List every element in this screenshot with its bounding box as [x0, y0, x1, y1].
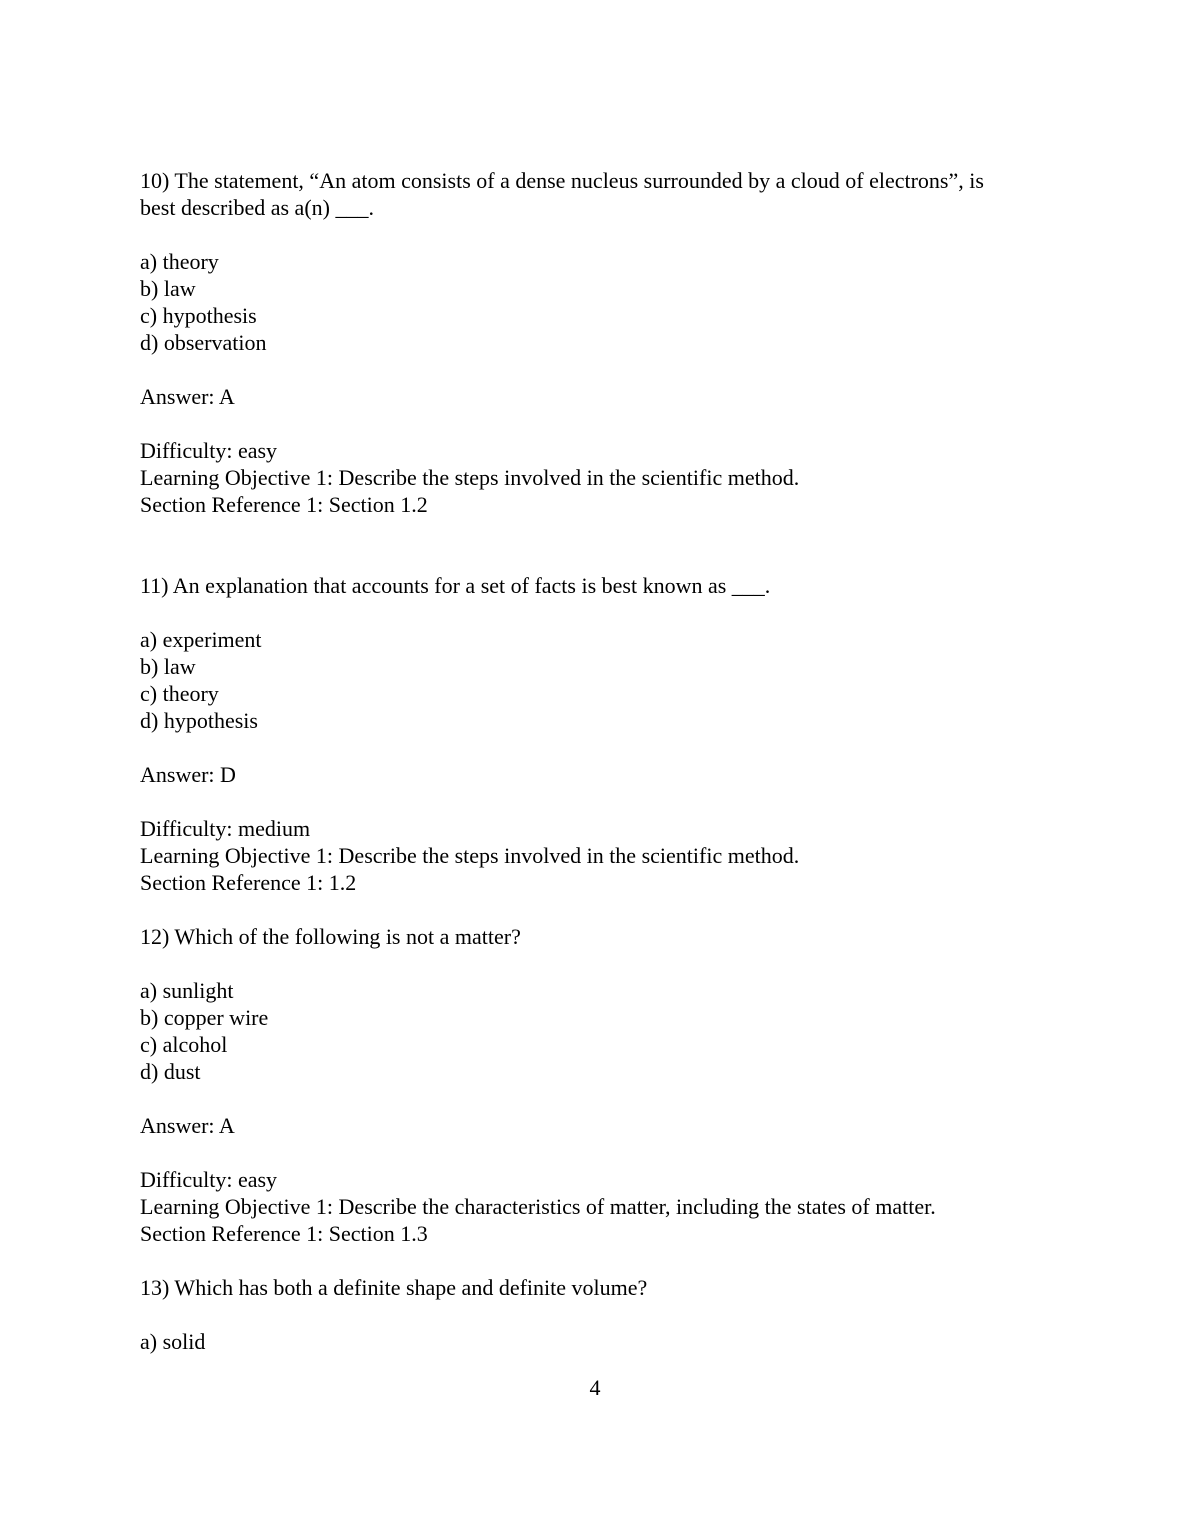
answer-option: c) hypothesis: [140, 303, 257, 328]
answer-option: d) hypothesis: [140, 708, 258, 733]
section-reference: Section Reference 1: Section 1.3: [140, 1221, 428, 1246]
answer-option: b) copper wire: [140, 1005, 269, 1030]
answer-option: c) alcohol: [140, 1032, 228, 1057]
answer-option: a) experiment: [140, 627, 262, 652]
question-stem: 10) The statement, “An atom consists of a dense nucleus surrounded by a cloud of electrons”, is: [140, 168, 984, 193]
answer-option: a) theory: [140, 249, 219, 274]
learning-objective: Learning Objective 1: Describe the steps involved in the scientific method.: [140, 843, 800, 868]
answer-option: a) sunlight: [140, 978, 234, 1003]
difficulty: Difficulty: easy: [140, 438, 278, 463]
answer-option: b) law: [140, 276, 196, 301]
section-reference: Section Reference 1: Section 1.2: [140, 492, 428, 517]
learning-objective: Learning Objective 1: Describe the steps involved in the scientific method.: [140, 465, 800, 490]
difficulty: Difficulty: easy: [140, 1167, 278, 1192]
answer-option: b) law: [140, 654, 196, 679]
question-13: [140, 1274, 1060, 1355]
difficulty: Difficulty: medium: [140, 816, 311, 841]
answer-option: a) solid: [140, 1329, 206, 1354]
question-list: [140, 167, 1060, 1355]
question-stem: best described as a(n) ___.: [140, 195, 374, 220]
answer-option: c) theory: [140, 681, 219, 706]
answer-key: Answer: A: [140, 1113, 235, 1138]
question-11: [140, 572, 1060, 896]
answer-key: Answer: D: [140, 762, 236, 787]
answer-option: d) observation: [140, 330, 267, 355]
question-stem: 13) Which has both a definite shape and definite volume?: [140, 1275, 648, 1300]
answer-key: Answer: A: [140, 384, 235, 409]
question-10: [140, 167, 1060, 518]
question-stem: 11) An explanation that accounts for a set of facts is best known as ___.: [140, 573, 771, 598]
section-reference: Section Reference 1: 1.2: [140, 870, 357, 895]
question-12: [140, 923, 1060, 1247]
question-stem: 12) Which of the following is not a matter?: [140, 924, 521, 949]
answer-option: d) dust: [140, 1059, 201, 1084]
learning-objective: Learning Objective 1: Describe the characteristics of matter, including the states of matter.: [140, 1194, 936, 1219]
page-number: 4: [589, 1375, 601, 1400]
